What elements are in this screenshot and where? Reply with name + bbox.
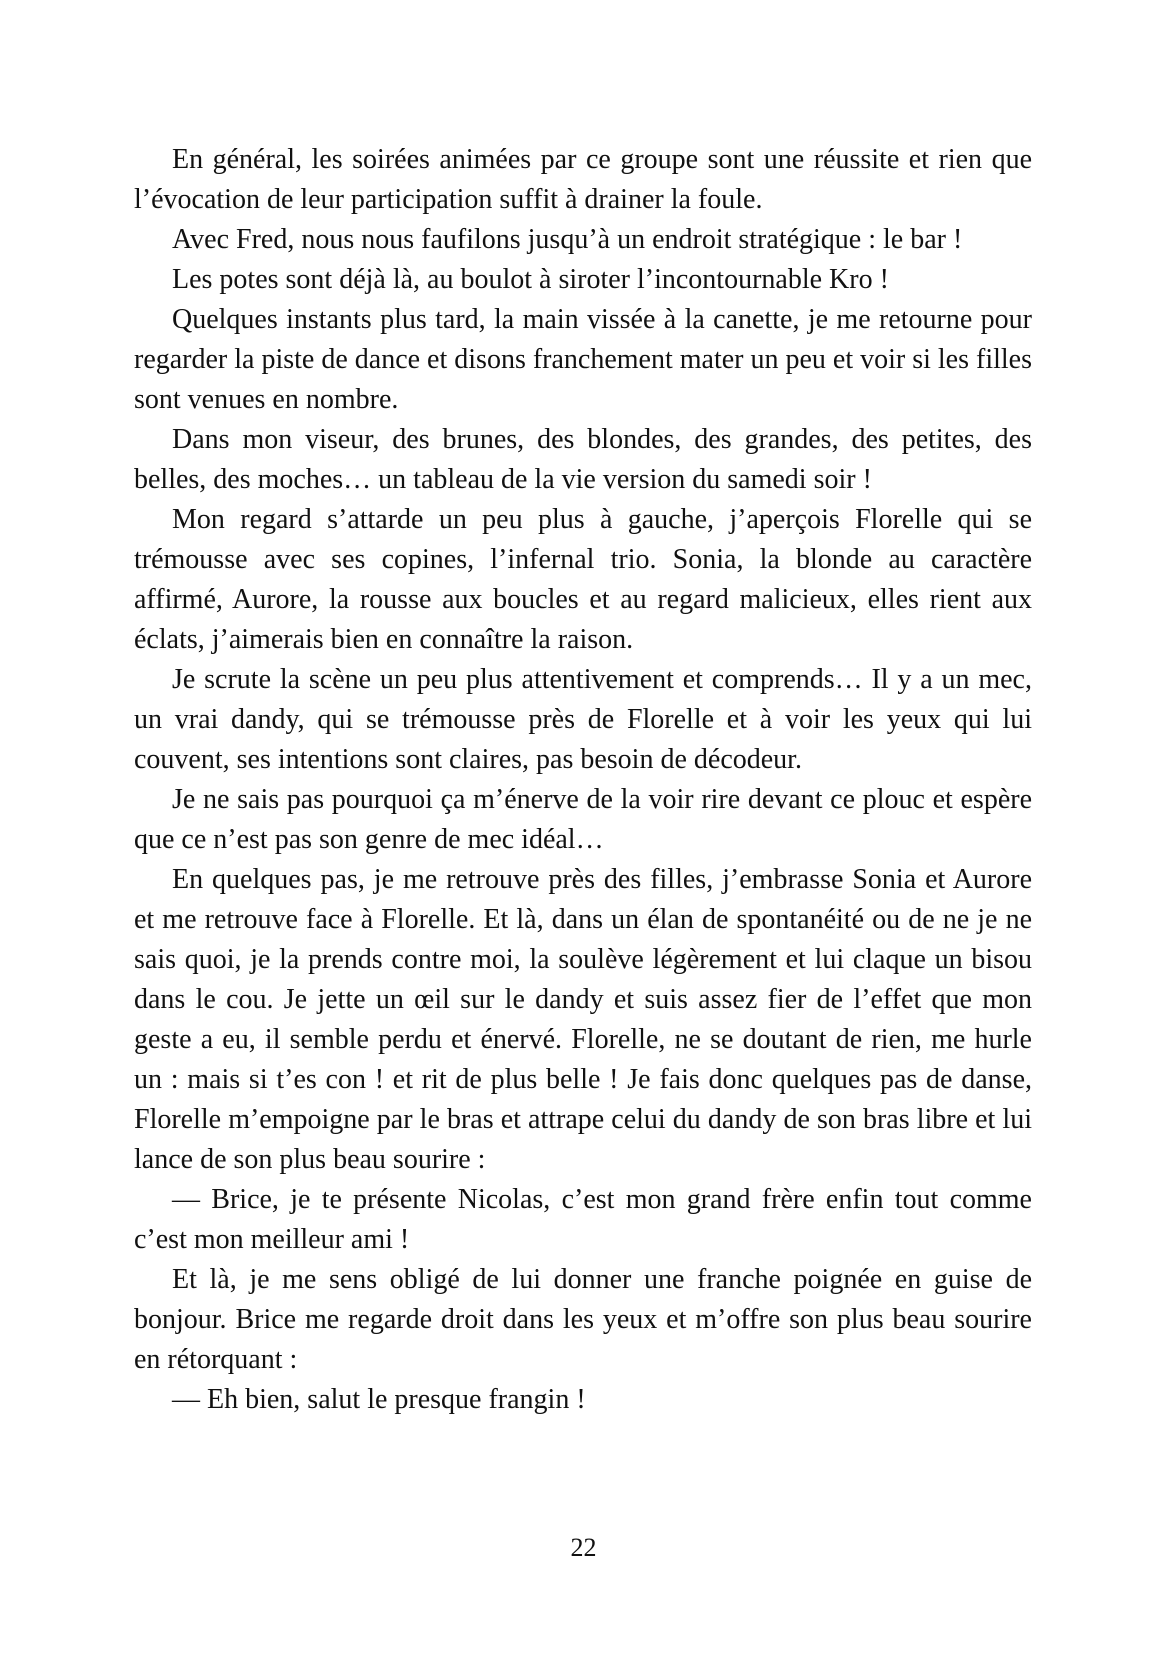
paragraph: Dans mon viseur, des brunes, des blondes, des grandes, des petites, des belles, des moches… un tableau de la vie version du samedi soir ! (134, 424, 1032, 495)
dialogue-paragraph: — Brice, je te présente Nicolas, c’est mon grand frère enfin tout comme c’est mon meilleur ami ! (134, 1184, 1032, 1255)
body-text (134, 140, 1032, 1420)
paragraph: En général, les soirées animées par ce groupe sont une réussite et rien que l’évocation de leur participation suffit à drainer la foule. (134, 144, 1032, 215)
page-number: 22 (570, 1533, 597, 1562)
paragraph: En quelques pas, je me retrouve près des filles, j’embrasse Sonia et Aurore et me retrouve face à Florelle. Et là, dans un élan de spontanéité ou de ne je ne sais quoi, je la prends contre moi, la soulève légèrement et lui claque un bisou dans le cou. Je jette un œil sur le dandy et suis assez fier de l’effet que mon geste a eu, il semble perdu et énervé. Florelle, ne se doutant de rien, me hurle un : mais si t’es con ! et rit de plus belle ! Je fais donc quelques pas de danse, Florelle m’empoigne par le bras et attrape celui du dandy de son bras libre et lui lance de son plus beau sourire : (134, 864, 1032, 1175)
paragraph: Quelques instants plus tard, la main vissée à la canette, je me retourne pour regarder la piste de dance et disons franchement mater un peu et voir si les filles sont venues en nombre. (134, 304, 1032, 415)
paragraph: Les potes sont déjà là, au boulot à siroter l’incontournable Kro ! (172, 264, 889, 295)
paragraph: Je scrute la scène un peu plus attentivement et comprends… Il y a un mec, un vrai dandy, qui se trémousse près de Florelle et à voir les yeux qui lui couvent, ses intentions sont claires, pas besoin de décodeur. (134, 664, 1032, 775)
paragraph: Avec Fred, nous nous faufilons jusqu’à un endroit stratégique : le bar ! (172, 224, 963, 255)
paragraph: Et là, je me sens obligé de lui donner une franche poignée en guise de bonjour. Brice me regarde droit dans les yeux et m’offre son plus beau sourire en rétorquant : (134, 1264, 1032, 1375)
paragraph: Mon regard s’attarde un peu plus à gauche, j’aperçois Florelle qui se trémousse avec ses copines, l’infernal trio. Sonia, la blonde au caractère affirmé, Aurore, la rousse aux boucles et au regard malicieux, elles rient aux éclats, j’aimerais bien en connaître la raison. (134, 504, 1032, 655)
dialogue-paragraph: — Eh bien, salut le presque frangin ! (172, 1384, 586, 1415)
paragraph: Je ne sais pas pourquoi ça m’énerve de la voir rire devant ce plouc et espère que ce n’est pas son genre de mec idéal… (134, 784, 1032, 855)
